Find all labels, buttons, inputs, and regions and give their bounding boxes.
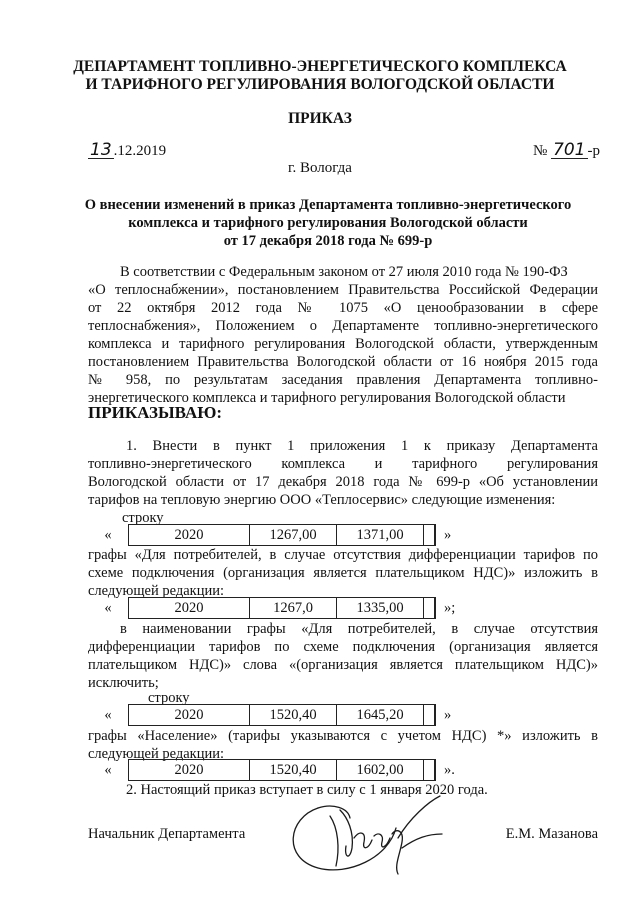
department-header-line1: ДЕПАРТАМЕНТ ТОПЛИВНО-ЭНЕРГЕТИЧЕСКОГО КОМПЛЕКСА [73,58,567,75]
stroku-label-2: строку [148,690,190,706]
tariff-table-3 [128,704,436,726]
close-quote: » [444,526,452,543]
item1-name-line1: в наименовании графы «Для потребителей, в случае отсутствия [120,621,598,637]
subject-line3: от 17 декабря 2018 года № 699-р [223,233,433,249]
open-quote: « [104,599,112,616]
item1-graf1-line3: следующей редакции: [88,583,225,599]
item1-line3: Вологодской области от 17 декабря 2018 года № 699-р «Об установлении [88,474,598,490]
tariff-table-4 [128,759,436,781]
order-city: г. Вологда [288,160,352,176]
signer-position: Начальник Департамента [88,826,246,842]
tariff-year: 2020 [129,525,250,545]
handwritten-signature-icon [278,788,448,878]
preamble-line8: энергетического комплекса и тарифного регулирования Вологодской области [88,390,566,406]
table-row-2 [88,598,455,618]
tariff-empty-cell [424,598,435,618]
tariff-empty-cell [424,525,435,545]
item1-graf2-line2: следующей редакции: [88,746,225,762]
tariff-value-1: 1267,0 [250,598,337,618]
preamble-line6: постановлением Правительства Вологодской области от 16 ноября 2015 года [88,354,598,370]
order-word: ПРИКАЗЫВАЮ: [88,403,223,422]
preamble-line7: № 958, по результатам заседания правления Департамента топливно- [88,372,598,388]
order-number [532,140,600,160]
tariff-value-1: 1267,00 [250,525,337,545]
item1-line2: топливно-энергетического комплекса и тарифного регулирования [88,456,598,472]
item1-name-line2: дифференциации тарифов по схеме подключения (организация является [88,639,598,655]
open-quote: « [104,706,112,723]
open-quote: « [104,526,112,543]
table-row-4 [88,760,455,780]
tariff-value-1: 1520,40 [250,760,337,780]
order-number-value: 701 [553,140,586,160]
subject-line2: комплекса и тарифного регулирования Вологодской области [128,215,528,231]
tariff-year: 2020 [129,760,250,780]
item1-line4: тарифов на тепловую энергию ООО «Теплосервис» следующие изменения: [88,492,556,508]
tariff-empty-cell [424,760,435,780]
department-header-line2: И ТАРИФНОГО РЕГУЛИРОВАНИЯ ВОЛОГОДСКОЙ ОБЛАСТИ [85,76,555,93]
order-number-prefix: № [532,143,548,159]
signer-name: Е.М. Мазанова [505,826,598,842]
tariff-empty-cell [424,705,435,725]
close-quote: » [444,706,452,723]
item1-graf1-line2: схеме подключения (организация является плательщиком НДС)» изложить в [88,565,598,581]
close-quote: »; [444,599,456,616]
close-quote: ». [444,761,455,778]
subject-line1: О внесении изменений в приказ Департамента топливно-энергетического [84,197,572,213]
tariff-value-2: 1602,00 [337,760,424,780]
tariff-value-2: 1335,00 [337,598,424,618]
tariff-year: 2020 [129,705,250,725]
tariff-table-2 [128,597,436,619]
order-date [88,140,167,160]
preamble-line2: «О теплоснабжении», постановлением Правительства Российской Федерации [88,282,598,298]
preamble-line3: от 22 октября 2012 года № 1075 «О ценообразовании в сфере [88,300,598,316]
item1-graf2-line1: графы «Население» (тарифы указываются с учетом НДС) *» изложить в [88,728,598,744]
item1-name-line4: исключить; [88,675,159,691]
table-row-3 [88,705,451,725]
tariff-table-1 [128,524,436,546]
tariff-value-1: 1520,40 [250,705,337,725]
preamble-line5: комплекса и тарифного регулирования Вологодской области, утвержденным [88,336,598,352]
order-number-suffix: -р [587,143,600,159]
item1-name-line3: плательщиком НДС)» слова «(организация является плательщиком НДС)» [88,657,598,673]
order-date-rest: .12.2019 [113,143,167,159]
order-date-day: 13 [90,140,112,160]
item1-graf1-line1: графы «Для потребителей, в случае отсутствия дифференциации тарифов по [88,547,598,563]
order-subject [60,196,596,250]
preamble-line1: В соответствии с Федеральным законом от 27 июля 2010 года № 190-ФЗ [120,264,568,280]
tariff-value-2: 1371,00 [337,525,424,545]
order-title: ПРИКАЗ [288,110,352,127]
department-header [60,58,580,94]
item1-line1: 1. Внести в пункт 1 приложения 1 к приказу Департамента [126,438,598,454]
stroku-label-1: строку [122,510,164,526]
table-row-1 [88,525,451,545]
open-quote: « [104,761,112,778]
preamble-line4: теплоснабжения», Положением о Департаменте топливно-энергетического [88,318,598,334]
tariff-year: 2020 [129,598,250,618]
tariff-value-2: 1645,20 [337,705,424,725]
item2-line: 2. Настоящий приказ вступает в силу с 1 января 2020 года. [126,782,488,798]
